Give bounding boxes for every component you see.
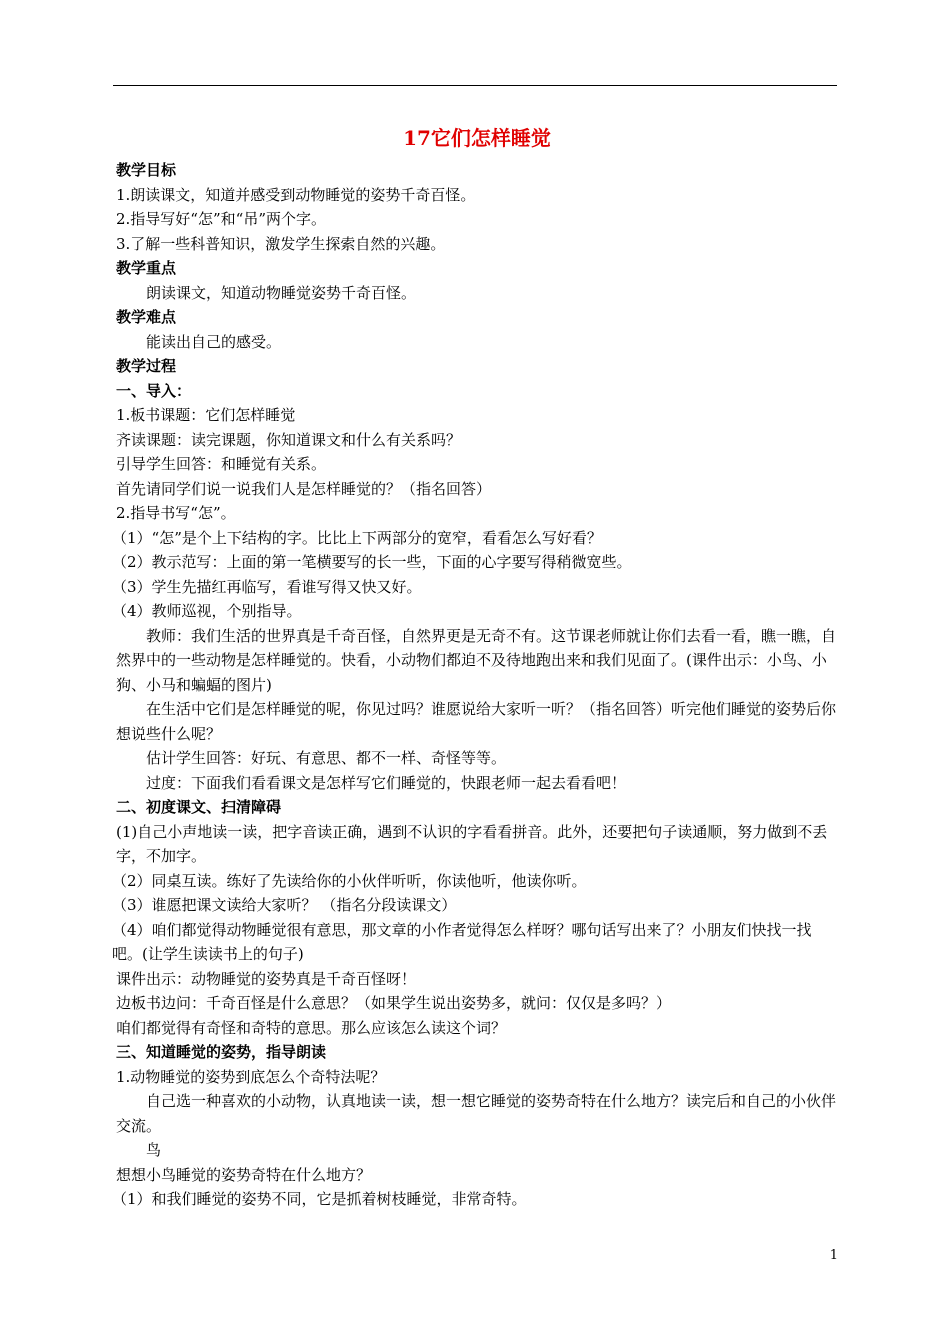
paragraph: 自己选一种喜欢的小动物，认真地读一读，想一想它睡觉的姿势奇特在什么地方？读完后和自己的小伙伴交流。	[116, 1092, 837, 1135]
section-heading: 教学重点	[116, 259, 177, 277]
paragraph: （4）咱们都觉得动物睡觉很有意思，那文章的小作者觉得怎么样呀？哪句话写出来了？小朋友们快找一找吧。(让学生读读书上的句子)	[112, 920, 812, 963]
paragraph: 齐读课题：读完课题，你知道课文和什么有关系吗？	[116, 430, 462, 449]
paragraph: （1）“怎”是个上下结构的字。比比上下两部分的宽窄，看看怎么写好看？	[112, 528, 602, 547]
paragraph: 想想小鸟睡觉的姿势奇特在什么地方？	[116, 1165, 372, 1184]
paragraph: （3）学生先描红再临写，看谁写得又快又好。	[112, 577, 422, 596]
section-heading: 教学过程	[116, 357, 177, 375]
paragraph: （1）和我们睡觉的姿势不同，它是抓着树枝睡觉，非常奇特。	[112, 1190, 527, 1208]
paragraph: (1)自己小声地读一读，把字音读正确，遇到不认识的字看看拼音。此外，还要把句子读通顺，努力做到不丢字，不加字。	[116, 822, 828, 865]
document-title: 17它们怎样睡觉	[403, 126, 551, 150]
paragraph: 鸟	[146, 1141, 162, 1159]
document-body	[112, 118, 838, 1212]
paragraph: 1.动物睡觉的姿势到底怎么个奇特法呢？	[116, 1067, 386, 1086]
paragraph: 教师：我们生活的世界真是千奇百怪，自然界更是无奇不有。这节课老师就让你们去看一看，瞧一瞧，自然界中的一些动物是怎样睡觉的。快看，小动物们都迫不及待地跑出来和我们见面了。(课件出示：小鸟、小狗、小马和蝙蝠的图片)	[116, 626, 837, 694]
page-number: 1	[829, 1248, 838, 1263]
header-rule	[113, 85, 837, 86]
paragraph: 首先请同学们说一说我们人是怎样睡觉的？（指名回答）	[116, 479, 492, 498]
paragraph: 2.指导书写“怎”。	[116, 504, 236, 522]
paragraph: 3.了解一些科普知识，激发学生探索自然的兴趣。	[116, 234, 446, 253]
paragraph: 1.朗读课文，知道并感受到动物睡觉的姿势千奇百怪。	[116, 185, 476, 204]
paragraph: 能读出自己的感受。	[146, 332, 282, 351]
paragraph: （2）同桌互读。练好了先读给你的小伙伴听听，你读他听，他读你听。	[112, 871, 587, 890]
paragraph: 课件出示：动物睡觉的姿势真是千奇百怪呀！	[116, 969, 417, 988]
paragraph: 引导学生回答：和睡觉有关系。	[116, 455, 327, 473]
paragraph: 2.指导写好“怎”和“吊”两个字。	[116, 210, 326, 228]
paragraph: 边板书边问：千奇百怪是什么意思？（如果学生说出姿势多，就问：仅仅是多吗？）	[116, 994, 672, 1012]
paragraph: （2）教示范写：上面的第一笔横要写的长一些，下面的心字要写得稍微宽些。	[112, 553, 632, 571]
section-heading: 教学难点	[116, 308, 177, 326]
paragraph: （4）教师巡视，个别指导。	[112, 602, 302, 620]
section-heading: 三、知道睡觉的姿势，指导朗读	[116, 1043, 327, 1061]
paragraph: 在生活中它们是怎样睡觉的呢，你见过吗？谁愿说给大家听一听？（指名回答）听完他们睡觉的姿势后你想说些什么呢？	[116, 700, 837, 743]
paragraph: 过度：下面我们看看课文是怎样写它们睡觉的，快跟老师一起去看看吧！	[146, 773, 627, 792]
section-heading: 一、导入：	[116, 381, 192, 400]
document-lines	[112, 158, 838, 1212]
paragraph: 估计学生回答：好玩、有意思、都不一样、奇怪等等。	[146, 749, 507, 767]
section-heading: 二、初度课文、扫清障碍	[116, 798, 282, 816]
paragraph: 朗读课文，知道动物睡觉姿势千奇百怪。	[146, 283, 417, 302]
section-heading: 教学目标	[116, 161, 177, 179]
paragraph: 1.板书课题：它们怎样睡觉	[116, 406, 296, 424]
paragraph: （3）谁愿把课文读给大家听？ （指名分段读课文）	[112, 896, 457, 914]
paragraph: 咱们都觉得有奇怪和奇特的意思。那么应该怎么读这个词？	[116, 1018, 507, 1037]
